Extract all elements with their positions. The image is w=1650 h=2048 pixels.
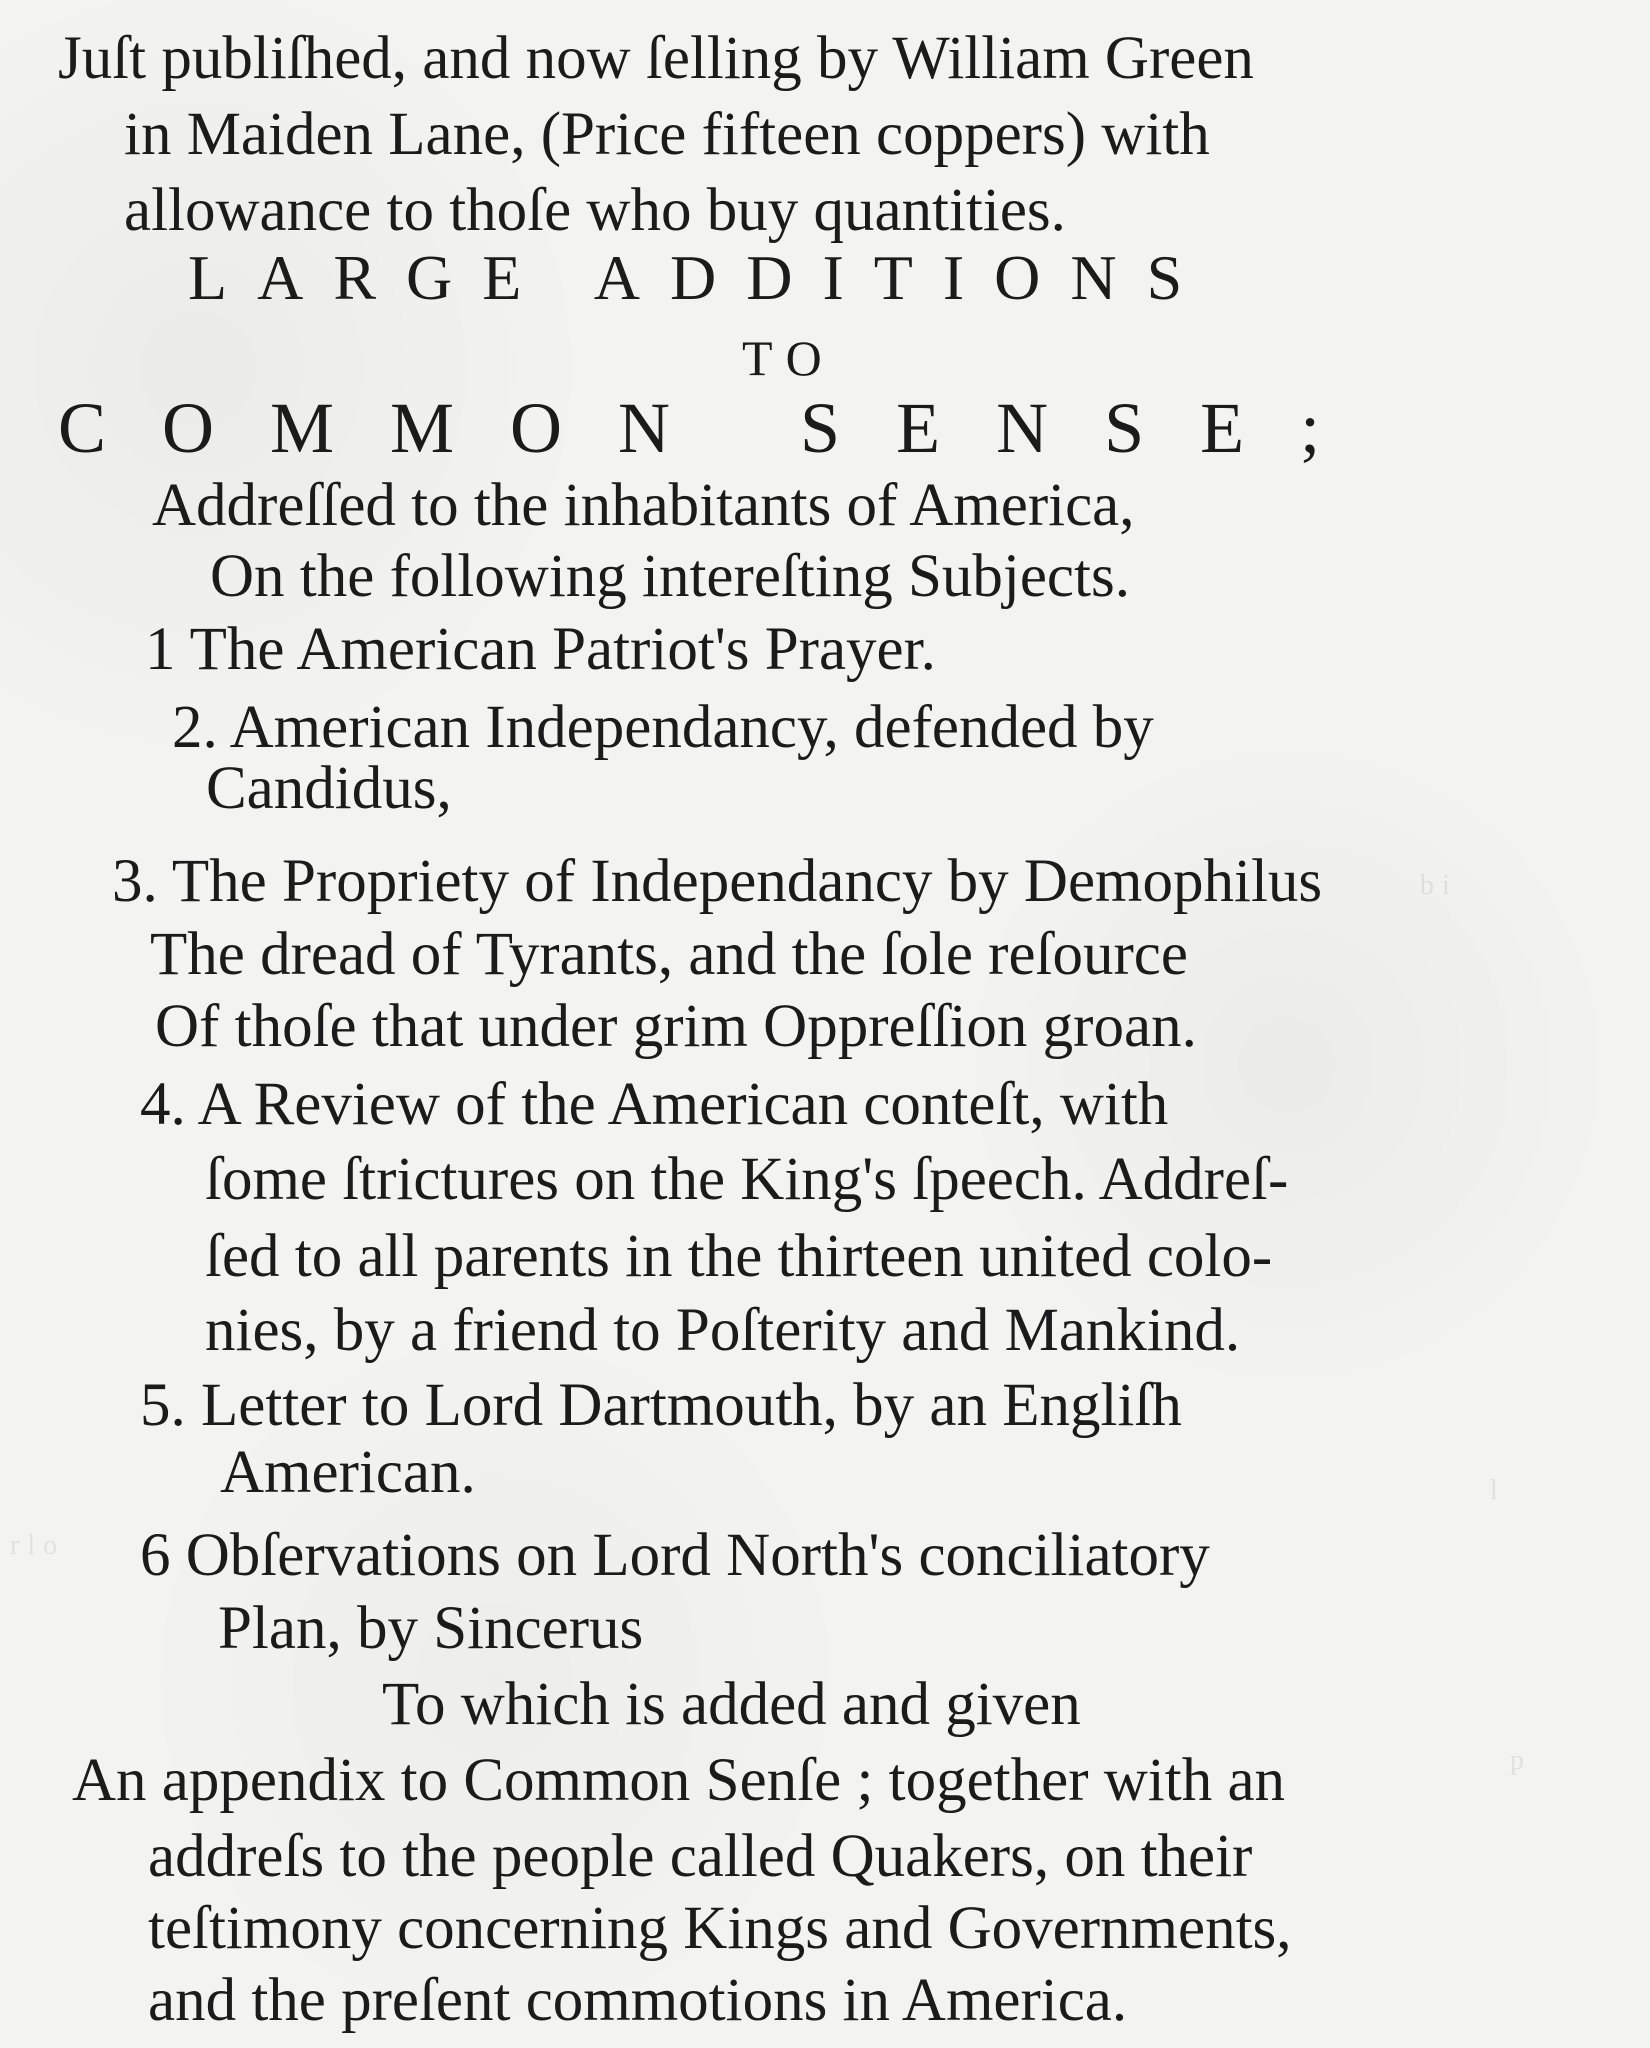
item-3-line-1: 3. The Propriety of Independancy by Demophilus [112, 848, 1323, 915]
item-5-line-2: American. [220, 1439, 476, 1506]
bleed-through-text: p [1510, 1745, 1532, 1776]
appendix-line-1: An appendix to Common Senſe ; together with an [72, 1747, 1286, 1814]
bleed-through-text: bi [1420, 870, 1458, 901]
intro-line-1: Juſt publiſhed, and now ſelling by William Green [58, 25, 1254, 92]
heading-large-additions: LARGE ADDITIONS [188, 242, 1213, 313]
heading-common-sense: COMMON SENSE; [58, 388, 1377, 468]
item-4-line-1: 4. A Review of the American conteſt, with [140, 1071, 1169, 1138]
subtitle-line-1: Addreſſed to the inhabitants of America, [152, 472, 1135, 539]
intro-line-3: allowance to thoſe who buy quantities. [124, 177, 1066, 244]
item-6-line-1: 6 Obſervations on Lord North's conciliatory [140, 1522, 1210, 1589]
item-4-line-4: nies, by a friend to Poſterity and Mankind. [205, 1297, 1241, 1364]
item-3-line-3: Of thoſe that under grim Oppreſſion groan. [155, 993, 1197, 1060]
bleed-through-text: l [1490, 1475, 1506, 1506]
item-4-line-3: ſed to all parents in the thirteen united colo- [205, 1223, 1273, 1290]
appendix-line-2: addreſs to the people called Quakers, on their [148, 1823, 1253, 1890]
item-3-line-2: The dread of Tyrants, and the ſole reſource [150, 921, 1188, 988]
item-1: 1 The American Patriot's Prayer. [145, 616, 936, 683]
bleed-through-text: rlo [10, 1530, 66, 1561]
item-4-line-2: ſome ſtrictures on the King's ſpeech. Addreſ- [205, 1146, 1289, 1213]
item-6-line-2: Plan, by Sincerus [218, 1595, 644, 1662]
heading-to: TO [742, 330, 836, 386]
item-5-line-1: 5. Letter to Lord Dartmouth, by an Engliſh [140, 1372, 1182, 1439]
appendix-line-4: and the preſent commotions in America. [148, 1967, 1128, 2034]
intro-line-2: in Maiden Lane, (Price fifteen coppers) with [124, 101, 1210, 168]
subtitle-line-2: On the following intereſting Subjects. [210, 543, 1130, 610]
item-2-line-2: Candidus, [206, 755, 452, 822]
appendix-line-3: teſtimony concerning Kings and Governments, [148, 1895, 1292, 1962]
added-line: To which is added and given [382, 1671, 1081, 1738]
item-2-line-1: 2. American Independancy, defended by [172, 694, 1154, 761]
